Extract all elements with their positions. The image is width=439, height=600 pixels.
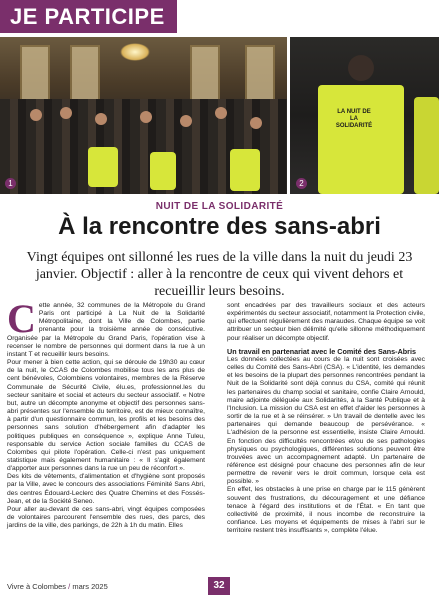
header-band [0,0,439,36]
person [215,107,227,119]
vest-text: LA NUIT DE LA SOLIDARITÉ [335,109,373,129]
person [95,113,107,125]
article-subheading: Un travail en partenariat avec le Comité des Sans-Abris [227,346,416,356]
page-footer [0,577,439,600]
footer-separator: / [68,582,71,591]
yellow-vest [150,152,176,190]
publication-name: Vivre à Colombes [7,582,67,591]
article-kicker: NUIT DE LA SOLIDARITÉ [155,201,284,212]
person [250,117,262,129]
person [180,115,192,127]
article-column-2 [227,302,425,535]
drop-cap: C [7,296,36,341]
article-paragraph [7,296,205,359]
hall-window [245,45,275,101]
article-headline: À la rencontre des sans-abri [58,213,381,240]
hall-window [20,45,50,101]
yellow-vest [414,97,439,194]
photo-number-badge: 1 [5,178,16,189]
article-paragraph: Des kits de vêtements, d'alimentation et d'hygiène sont proposés par la Ville, avec le concours des associations Féminité Sans Abri, des centres Édouard-Leclerc des Quatre Chemins et des Fossés-Jean, et de la Société Seneo. [7,473,205,505]
yellow-vest [88,147,118,187]
person [140,111,152,123]
hall-window [70,45,100,101]
article-paragraph: Pour mener à bien cette action, qui se déroule de 19h30 au cœur de la nuit, le CCAS de Colombes mobilise tous les ans plus de cent bénévoles, Colombiens volontaires, membres de la Réserve Communale de Sécurité Civile, élu.es, professionnel.les du secteur sanitaire et social et acteurs du secteur associatif. « Notre but, autre un décompte anonyme et objectif des personnes sans-abri présentes sur l'ensemble du territoire, est de mieux connaître, à partir d'un questionnaire commun, les profils et les besoins des personnes sans solution d'hébergement afin d'adapter les politiques publiques en conséquence », explique Anne Tuleu, responsable du service Action sociale familles du CCAS de Colombes qui pilote l'opération. Celle-ci n'est pas uniquement statistique mais également humanitaire : « Il s'agit également d'apporter aux personnes dans la rue un peu de réconfort ». [7,359,205,473]
page-number: 32 [208,577,230,595]
article-paragraph: Les données collectées au cours de la nuit sont croisées avec celles du Comité des Sans-Abri (CSA). « L'identité, les demandes et les besoins de la plupart des personnes rencontrées pendant la Nuit de la Solidarité sont déjà connus du CSA, comité qui réunit les partenaires du champ social et sanitaire, confie Claire Arnould, maire adjointe déléguée aux Solidarités, à la Santé Publique et à l'Inclusion. La mission du CSA est en effet d'aider les personnes à sortir de la rue et à se réinsérer. » Un travail de dentelle avec les partenaires qui demande beaucoup de persévérance. « L'adhésion de la personne est essentielle, insiste Claire Arnould. En fonction des difficultés rencontrées et/ou de ses pathologies physiques ou psychologiques, différentes solutions peuvent être trouvées avec un accompagnement adapté. Un partenaire de référence est désigné pour chacune des personnes afin de leur permettre de revenir vers le droit commun, lorsque cela est possible. » [227,355,425,486]
person [60,107,72,119]
paragraph-text: ette année, 32 communes de la Métropole du Grand Paris ont participé à La Nuit de la Solidarité Métropolitaine, dont la Ville de Colombes, partie prenante pour la troisième année de consécutive. Organisée par la Métropole du Grand Paris, l'opération vise à recenser le nombre de personnes qui dorment dans la rue à un instant T et recueillir leurs besoins. [7,302,205,358]
article-paragraph: En effet, les obstacles à une prise en charge par le 115 génèrent souvent des frustrations, du découragement et une défiance tenace à l'égard des institutions et de l'État. « En tant que collectivité de proximité, il nous incombe de reconstruire la confiance. Les moyens et équipements de mises à l'abri sur le territoire restent très insuffisants », complète l'élue. [227,486,425,535]
chandelier [120,43,150,61]
photo-number-badge: 2 [296,178,307,189]
yellow-vest [230,149,260,191]
article-column-1 [7,296,205,530]
footer-publication [7,582,108,591]
article-paragraph: sont encadrées par des travailleurs sociaux et des acteurs expérimentés du secteur associatif, notamment la Protection civile, qui effectuent régulièrement des maraudes. Chaque équipe se voit attribuer un secteur bien délimité qu'elle sillonne méthodiquement pour réaliser un décompte objectif. [227,302,425,342]
issue-date: mars 2025 [72,582,108,591]
hall-window [190,45,220,101]
photo-volunteer-vest [290,37,439,194]
article-paragraph: Pour aller au-devant de ces sans-abri, vingt équipes composées de volontaires parcourent l'ensemble des rues, des parcs, des jardins de la ville, des parkings, de 22h à 1h du matin. Elles [7,505,205,530]
photo-volunteers-briefing [0,37,287,194]
section-label: JE PARTICIPE [0,0,177,33]
person-head [348,55,374,81]
person [30,109,42,121]
article-standfirst: Vingt équipes ont sillonné les rues de la ville dans la nuit du jeudi 23 janvier. Objectif : aller à la rencontre de ceux qui vivent dehors et recueillir leurs besoins. [26,250,413,299]
yellow-vest [318,85,404,194]
